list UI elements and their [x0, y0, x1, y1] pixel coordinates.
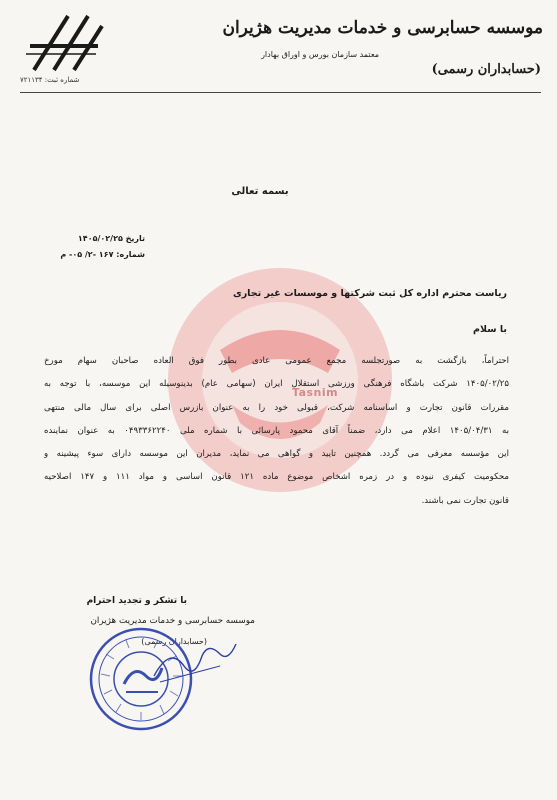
- registration-label: شماره ثبت: ۷۲۱۱۳۴: [20, 76, 80, 84]
- firm-logo: [24, 10, 104, 76]
- body-line: این مؤسسه معرفی می گردد. همچنین تایید و گواهی می نماید، مدیران این موسسه دارای سوء پیشینه و: [44, 449, 509, 460]
- watermark-text: Tasnim: [292, 386, 339, 399]
- letter-body: [44, 350, 509, 513]
- signature-certification: (حسابداران رسمی): [141, 637, 207, 646]
- signature-firm-name: موسسه حسابرسی و خدمات مدیریت هژیران: [90, 616, 255, 626]
- letter-number: شماره: ۱۶۷ -۲/ ۰۵- م: [60, 250, 145, 259]
- firm-subtitle: معتمد سازمان بورس و اوراق بهادار: [261, 50, 379, 59]
- firm-certification: (حسابداران رسمی): [431, 62, 541, 77]
- recipient-line: ریاست محترم اداره کل ثبت شرکتها و موسسات غیر تجاری: [232, 288, 507, 299]
- body-line: قانون تجارت نمی باشند.: [421, 495, 509, 506]
- body-line: به ۱۴۰۵/۰۴/۳۱ اعلام می دارد، ضمناً آقای محمود پارسائی با شماره ملی ۰۴۹۳۳۶۲۲۴۰ به عنوان نماینده: [44, 425, 509, 436]
- letter-date: تاریخ ۱۴۰۵/۰۲/۲۵: [77, 234, 145, 243]
- body-line: محکومیت کیفری نبوده و در زمره اشخاص موضوع ماده ۱۲۱ قانون اساسی و مواد ۱۱۱ و ۱۴۷ اصلاحیه: [44, 472, 509, 483]
- letterhead: [0, 0, 557, 95]
- body-line: احتراماً، بازگشت به صورتجلسه مجمع عمومی عادی بطور فوق العاده صاحبان سهام مورخ: [44, 356, 509, 366]
- firm-name: موسسه حسابرسی و خدمات مدیریت هژیران: [222, 18, 543, 38]
- body-line: مقررات قانون تجارت و اساسنامه شرکت، قبولی خود را به عنوان بازرس اصلی برای سال مالی منتهی: [44, 402, 509, 413]
- closing-line: با تشکر و تجدید احترام: [86, 596, 187, 606]
- handwritten-signature: [150, 636, 240, 686]
- body-line: ۱۴۰۵/۰۲/۲۵ شرکت باشگاه فرهنگی ورزشی استقلال ایران (سهامی عام) بدینوسیله این موسسه، با توجه به: [44, 379, 509, 390]
- greeting: با سلام: [473, 324, 507, 335]
- header-divider: [20, 92, 541, 93]
- bismillah-heading: بسمه تعالی: [231, 186, 289, 197]
